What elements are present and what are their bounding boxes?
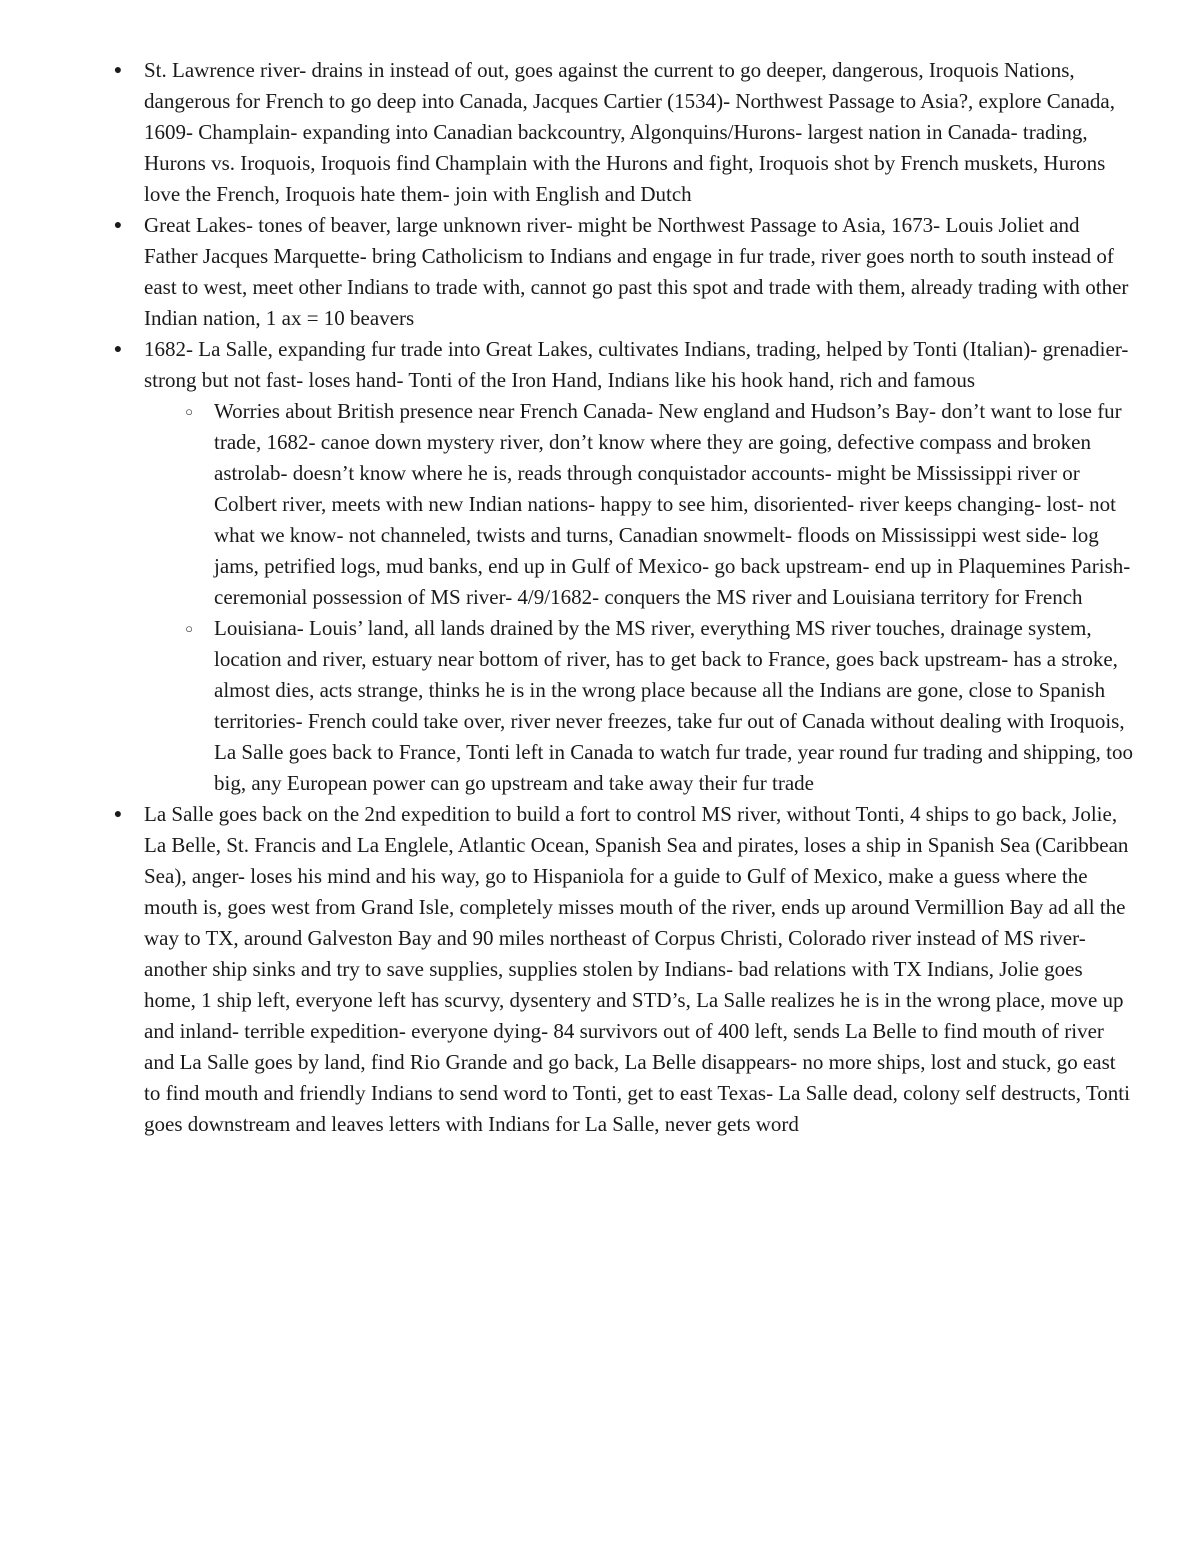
sub-note-text: Worries about British presence near French Canada- New england and Hudson’s Bay- don’t want to lose fur trade, 1682- canoe down mystery river, don’t know where they are going, defective compass and broken astrolab- doesn’t know where he is, reads through conquistador accounts- might be Mississippi river or Colbert river, meets with new Indian nations- happy to see him, disoriented- river keeps changing- lost- not what we know- not channeled, twists and turns, Canadian snowmelt- floods on Mississippi west side- log jams, petrified logs, mud banks, end up in Gulf of Mexico- go back upstream- end up in Plaquemines Parish- ceremonial possession of MS river- 4/9/1682- conquers the MS river and Louisiana territory for French	[214, 399, 1131, 609]
bullet-icon: ●	[113, 63, 123, 78]
note-text: St. Lawrence river- drains in instead of out, goes against the current to go deeper, dangerous, Iroquois Nations, dangerous for French to go deep into Canada, Jacques Cartier (1534)- Northwest Passage to Asia?, explore Canada, 1609- Champlain- expanding into Canadian backcountry, Algonquins/Hurons- largest nation in Canada- trading, Hurons vs. Iroquois, Iroquois find Champlain with the Hurons and fight, Iroquois shot by French muskets, Hurons love the French, Iroquois hate them- join with English and Dutch	[144, 58, 1115, 206]
hollow-bullet-icon: ○	[185, 621, 193, 636]
note-item-great-lakes	[113, 210, 1134, 334]
bullet-icon: ●	[113, 807, 123, 822]
bullet-icon: ●	[113, 342, 123, 357]
bullet-icon: ●	[113, 218, 123, 233]
notes-list	[113, 55, 1134, 1140]
sub-item-british-presence	[185, 396, 1134, 613]
note-item-st-lawrence	[113, 55, 1134, 210]
note-text: 1682- La Salle, expanding fur trade into Great Lakes, cultivates Indians, trading, helped by Tonti (Italian)- grenadier-strong but not fast- loses hand- Tonti of the Iron Hand, Indians like his hook hand, rich and famous	[144, 337, 1129, 392]
note-item-la-salle-1682	[113, 334, 1134, 396]
note-text: La Salle goes back on the 2nd expedition to build a fort to control MS river, without Tonti, 4 ships to go back, Jolie, La Belle, St. Francis and La Englele, Atlantic Ocean, Spanish Sea and pirates, loses a ship in Spanish Sea (Caribbean Sea), anger- loses his mind and his way, go to Hispaniola for a guide to Gulf of Mexico, make a guess where the mouth is, goes west from Grand Isle, completely misses mouth of the river, ends up around Vermillion Bay ad all the way to TX, around Galveston Bay and 90 miles northeast of Corpus Christi, Colorado river instead of MS river- another ship sinks and try to save supplies, supplies stolen by Indians- bad relations with TX Indians, Jolie goes home, 1 ship left, everyone left has scurvy, dysentery and STD’s, La Salle realizes he is in the wrong place, move up and inland- terrible expedition- everyone dying- 84 survivors out of 400 left, sends La Belle to find mouth of river and La Salle goes by land, find Rio Grande and go back, La Belle disappears- no more ships, lost and stuck, go east to find mouth and friendly Indians to send word to Tonti, get to east Texas- La Salle dead, colony self destructs, Tonti goes downstream and leaves letters with Indians for La Salle, never gets word	[144, 802, 1130, 1136]
hollow-bullet-icon: ○	[185, 404, 193, 419]
sub-item-louisiana	[185, 613, 1134, 799]
note-text: Great Lakes- tones of beaver, large unknown river- might be Northwest Passage to Asia, 1673- Louis Joliet and Father Jacques Marquette- bring Catholicism to Indians and engage in fur trade, river goes north to south instead of east to west, meet other Indians to trade with, cannot go past this spot and trade with them, already trading with other Indian nation, 1 ax = 10 beavers	[144, 213, 1129, 330]
sub-note-text: Louisiana- Louis’ land, all lands drained by the MS river, everything MS river touches, drainage system, location and river, estuary near bottom of river, has to get back to France, goes back upstream- has a stroke, almost dies, acts strange, thinks he is in the wrong place because all the Indians are gone, close to Spanish territories- French could take over, river never freezes, take fur out of Canada without dealing with Iroquois, La Salle goes back to France, Tonti left in Canada to watch fur trade, year round fur trading and shipping, too big, any European power can go upstream and take away their fur trade	[214, 616, 1133, 795]
note-item-second-expedition	[113, 799, 1134, 1140]
